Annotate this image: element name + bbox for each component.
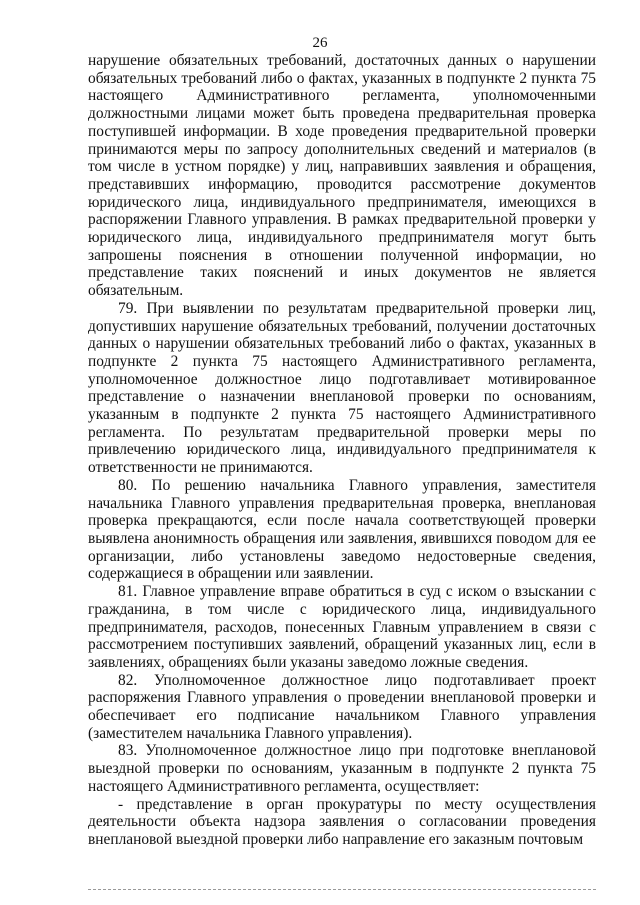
page-number: 26 — [312, 35, 328, 51]
paragraph-83-list-item: - представление в орган прокуратуры по месту осуществления деятельности объекта надзора заявления о согласовании проведения внеплановой выездной проверки либо направление его заказным почтовым — [88, 795, 596, 848]
paragraph-79: 79. При выявлении по результатам предварительной проверки лиц, допустивших нарушение обязательных требований, получении достаточных данных о нарушении обязательных требований либо о фактах, указанных в подпункте 2 пункта 75 настоящего Административного регламента, уполномоченное должностное лицо подготавливает мотивированное представление о назначении внеплановой проверки по основаниям, указанным в подпункте 2 пункта 75 настоящего Административного регламента. По результатам предварительной проверки меры по привлечению юридического лица, индивидуального предпринимателя к ответственности не принимаются. — [88, 299, 596, 477]
paragraph-80: 80. По решению начальника Главного управления, заместителя начальника Главного управления предварительная проверка, внеплановая проверка прекращаются, если после начала соответствующей проверки выявлена анонимность обращения или заявления, явившихся поводом для ее организации, либо установлены заведомо недостоверные сведения, содержащиеся в обращении или заявлении. — [88, 476, 596, 583]
paragraph-81: 81. Главное управление вправе обратиться в суд с иском о взыскании с гражданина, в том числе с юридического лица, индивидуального предпринимателя, расходов, понесенных Главным управлением в связи с рассмотрением поступивших заявлений, обращений указанных лиц, если в заявлениях, обращениях были указаны заведомо ложные сведения. — [88, 583, 596, 671]
bottom-edge-rule — [88, 889, 596, 890]
paragraph-78-continuation: нарушение обязательных требований, достаточных данных о нарушении обязательных требований либо о фактах, указанных в подпункте 2 пункта 75 настоящего Административного регламента, уполномоченными должностными лицами может быть проведена предварительная проверка поступившей информации. В ходе проведения предварительной проверки принимаются меры по запросу дополнительных сведений и материалов (в том числе в устном порядке) у лиц, направивших заявления и обращения, представивших информацию, проводится рассмотрение документов юридического лица, индивидуального предпринимателя, имеющихся в распоряжении Главного управления. В рамках предварительной проверки у юридического лица, индивидуального предпринимателя могут быть запрошены пояснения в отношении полученной информации, но представление таких пояснений и иных документов не является обязательным. — [88, 52, 596, 300]
paragraph-82: 82. Уполномоченное должностное лицо подготавливает проект распоряжения Главного управления о проведении внеплановой проверки и обеспечивает его подписание начальником Главного управления (заместителем начальника Главного управления). — [88, 671, 596, 742]
document-body — [88, 52, 596, 849]
paragraph-83: 83. Уполномоченное должностное лицо при подготовке внеплановой выездной проверки по основаниям, указанным в подпункте 2 пункта 75 настоящего Административного регламента, осуществляет: — [88, 742, 596, 795]
